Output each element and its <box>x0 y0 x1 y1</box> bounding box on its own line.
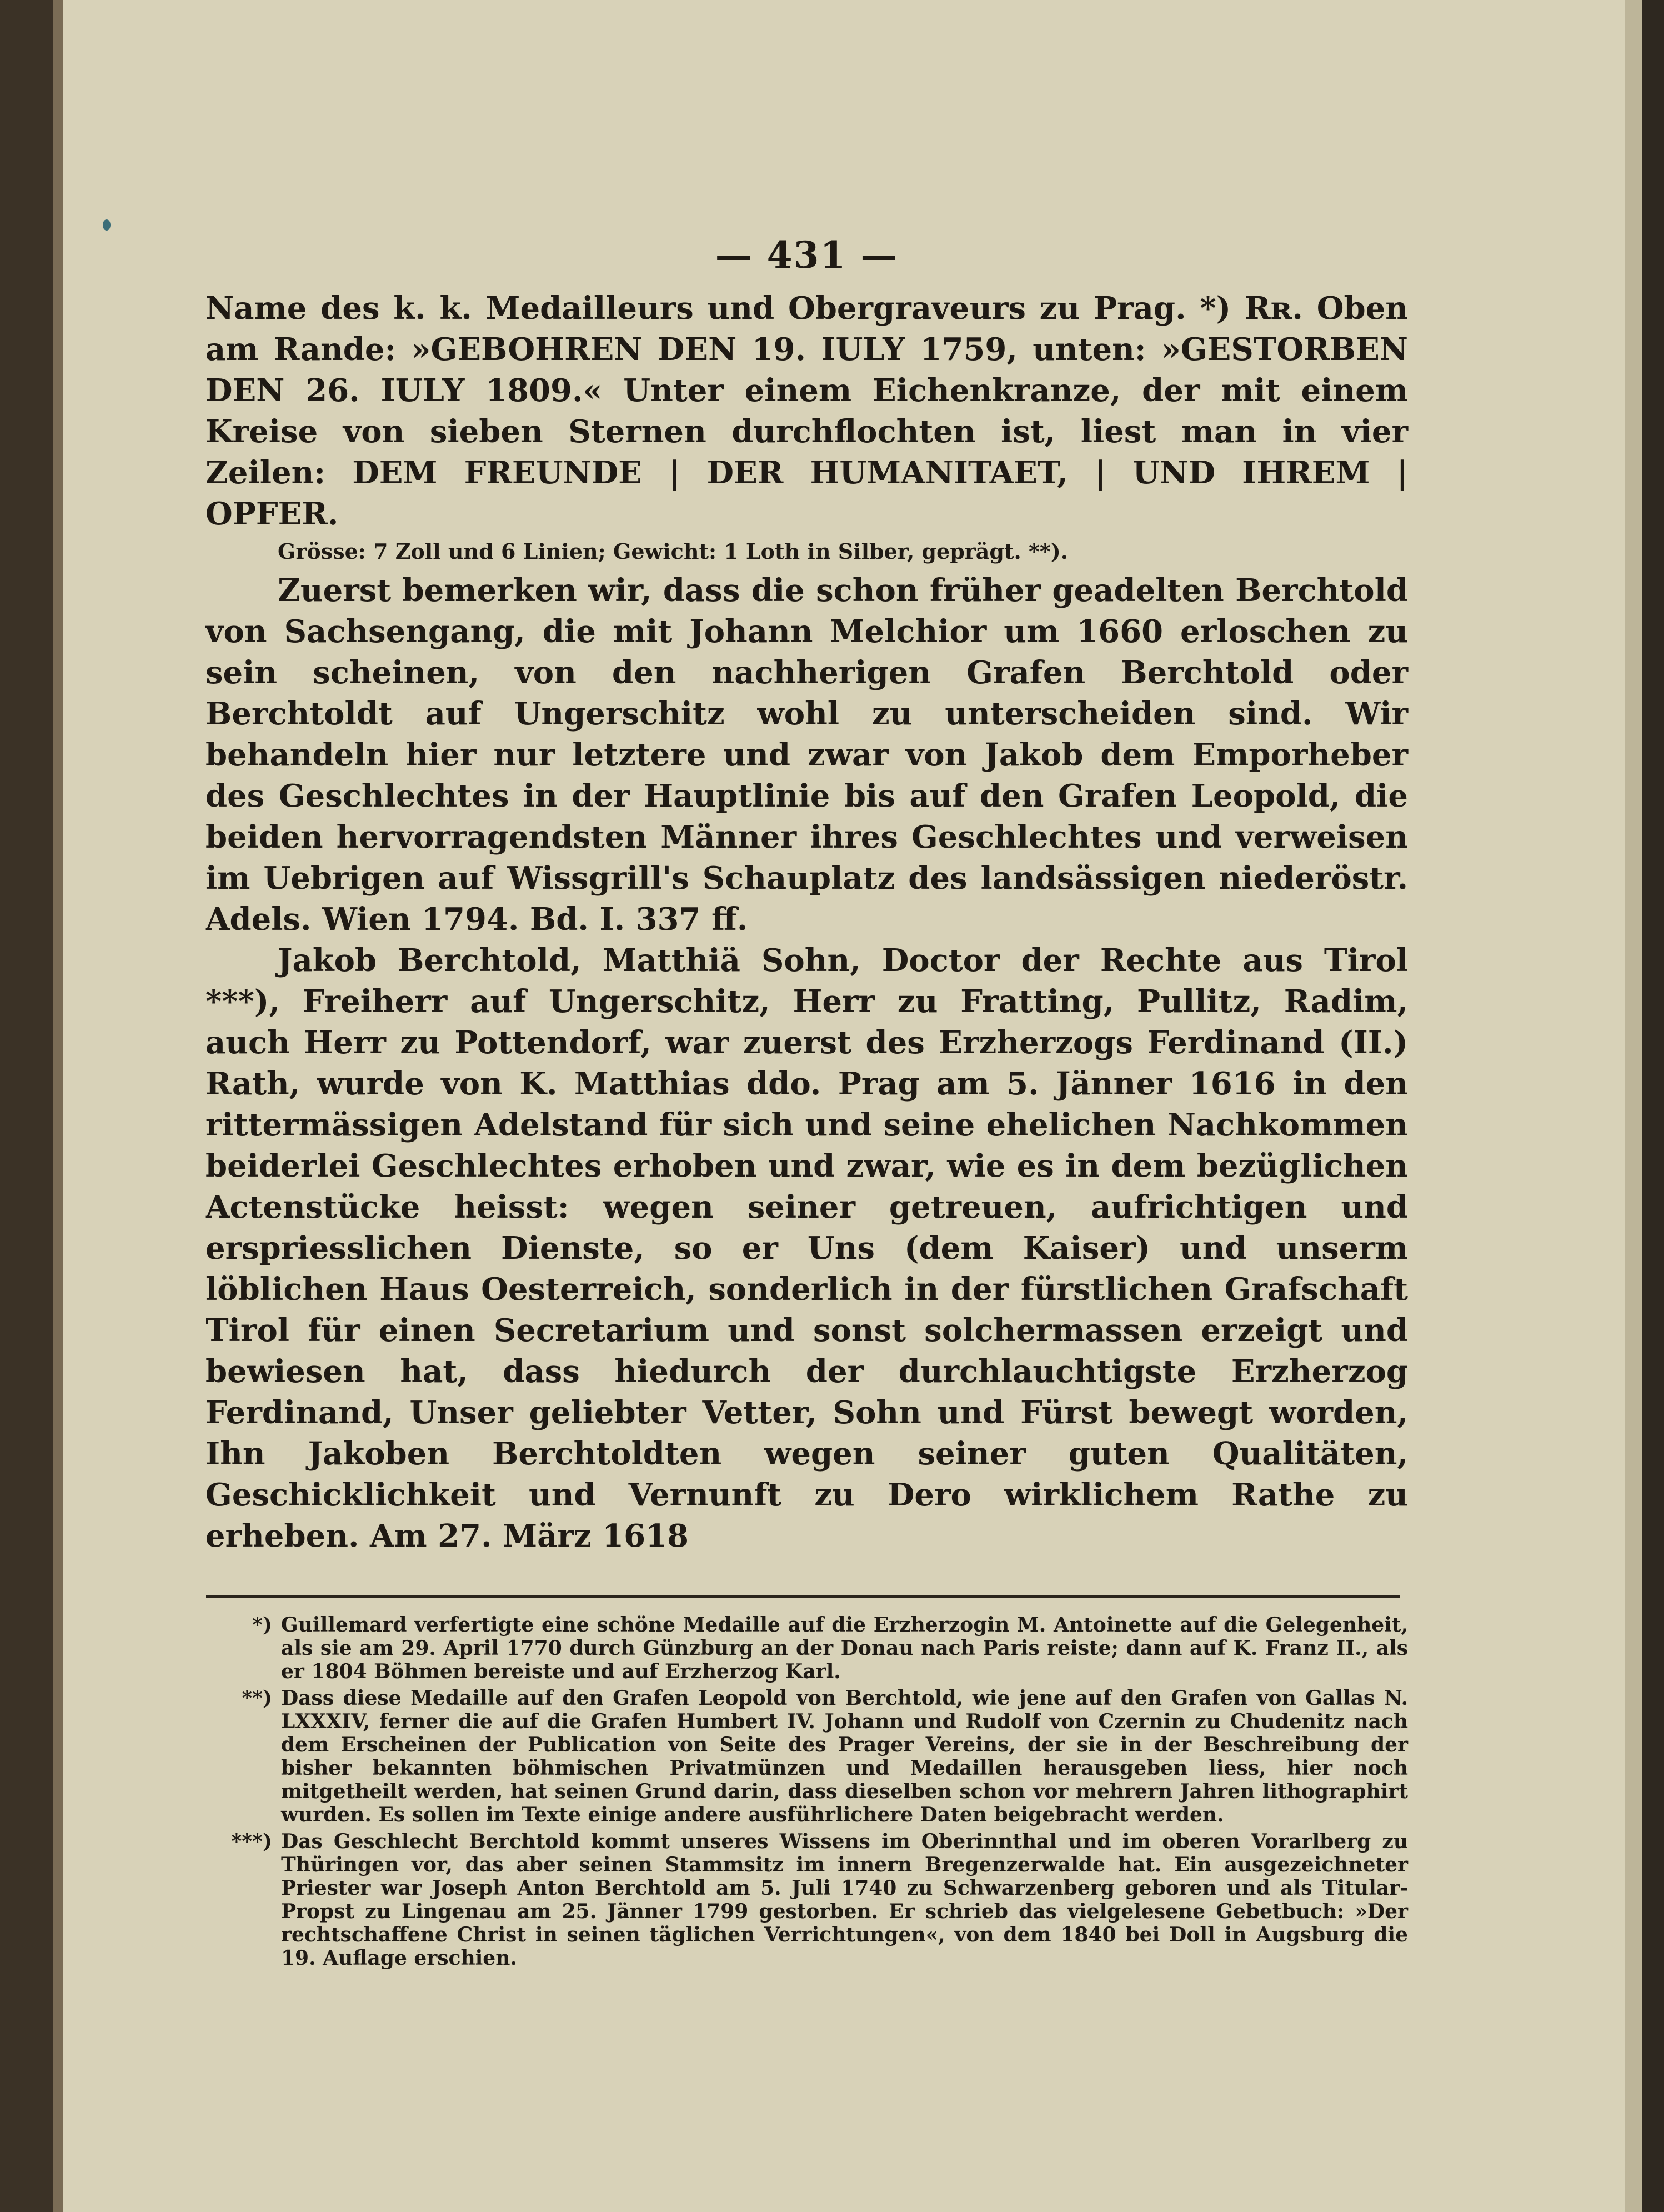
footnote-mark: **) <box>242 1686 272 1710</box>
paragraph-medal-description: Name des k. k. Medailleurs und Obergraveurs zu Prag. *) Rʀ. Oben am Rande: »GEBOHREN DEN 19. IULY 1759, unten: »GESTORBEN DEN 26. IULY 1809.« Unter einem Eichenkranze, der mit einem Kreise von sieben Sternen durchflochten ist, liest man in vier Zeilen: DEM FREUNDE | DER HUMANITAET, | UND IHREM | OPFER. <box>206 290 1408 532</box>
footnote-mark: ***) <box>231 1830 272 1853</box>
page-content <box>206 233 1408 1973</box>
footnote-mark: *) <box>252 1613 272 1637</box>
footnote-1 <box>206 1613 1408 1683</box>
footnote-text: Guillemard verfertigte eine schöne Medaille auf die Erzherzogin M. Antoinette auf die Gelegenheit, als sie am 29. April 1770 durch Günzburg an der Donau nach Paris reiste; dann auf K. Franz II., als er 1804 Böhmen bereiste und auf Erzherzog Karl. <box>281 1613 1408 1683</box>
main-text <box>206 288 1408 1557</box>
footnote-divider <box>206 1595 1400 1598</box>
page-edge-shadow <box>1625 0 1642 2212</box>
paragraph-berchtold-intro: Zuerst bemerken wir, dass die schon früher geadelten Berchtold von Sachsengang, die mit Johann Melchior um 1660 erloschen zu sein scheinen, von den nachherigen Grafen Berchtold oder Berchtoldt auf Ungerschitz wohl zu unterscheiden sind. Wir behandeln hier nur letztere und zwar von Jakob dem Emporheber des Geschlechtes in der Hauptlinie bis auf den Grafen Leopold, die beiden hervorragendsten Männer ihres Geschlechtes und verweisen im Uebrigen auf Wissgrill's Schauplatz des landsässigen niederöstr. Adels. Wien 1794. Bd. I. 337 ff. <box>206 572 1408 938</box>
footnote-text: Das Geschlecht Berchtold kommt unseres Wissens im Oberinnthal und im oberen Vorarlberg zu Thüringen vor, das aber seinen Stammsitz im innern Bregenzerwalde hat. Ein ausgezeichneter Priester war Joseph Anton Berchtold am 5. Juli 1740 zu Schwarzenberg geboren und als Titular-Propst zu Lingenau am 25. Jänner 1799 gestorben. Er schrieb das vielgelesene Gebetbuch: »Der rechtschaffene Christ in seinen täglichen Verrichtungen«, von dem 1840 bei Doll in Augsburg die 19. Auflage erschien. <box>281 1830 1408 1970</box>
book-binding <box>0 0 53 2212</box>
paragraph-jakob-berchtold: Jakob Berchtold, Matthiä Sohn, Doctor der Rechte aus Tirol ***), Freiherr auf Ungerschitz, Herr zu Fratting, Pullitz, Radim, auch Herr zu Pottendorf, war zuerst des Erzherzogs Ferdinand (II.) Rath, wurde von K. Matthias ddo. Prag am 5. Jänner 1616 in den rittermässigen Adelstand für sich und seine ehelichen Nachkommen beiderlei Geschlechtes erhoben und zwar, wie es in dem bezüglichen Actenstücke heisst: wegen seiner getreuen, aufrichtigen und erspriesslichen Dienste, so er Uns (dem Kaiser) und unserm löblichen Haus Oesterreich, sonderlich in der fürstlichen Grafschaft Tirol für einen Secretarium und sonst solchermassen erzeigt und bewiesen hat, dass hiedurch der durchlauchtigste Erzherzog Ferdinand, Unser geliebter Vetter, Sohn und Fürst bewegt worden, Ihn Jakoben Berchtoldten wegen seiner guten Qualitäten, Geschicklichkeit und Vernunft zu Dero wirklichem Rathe zu erheben. Am 27. März 1618 <box>206 942 1408 1554</box>
binding-edge <box>53 0 63 2212</box>
paragraph-medal-size: Grösse: 7 Zoll und 6 Linien; Gewicht: 1 Loth in Silber, geprägt. **). <box>278 539 1068 564</box>
page-number: — 431 — <box>715 233 899 277</box>
footnotes <box>206 1613 1408 1970</box>
ink-speck <box>103 219 111 231</box>
footnote-2 <box>206 1686 1408 1826</box>
footnote-text: Dass diese Medaille auf den Grafen Leopold von Berchtold, wie jene auf den Grafen von Gallas N. LXXXIV, ferner die auf die Grafen Humbert IV. Johann und Rudolf von Czernin zu Chudenitz nach dem Erscheinen der Publication von Seite des Prager Vereins, der sie in der Beschreibung der bisher bekannten böhmischen Privatmünzen und Medaillen herausgeben liess, hier noch mitgetheilt werden, hat seinen Grund darin, dass dieselben schon vor mehrern Jahren lithographirt wurden. Es sollen im Texte einige andere ausführlichere Daten beigebracht werden. <box>281 1686 1408 1826</box>
footnote-3 <box>206 1830 1408 1970</box>
page-right-edge <box>1642 0 1664 2212</box>
